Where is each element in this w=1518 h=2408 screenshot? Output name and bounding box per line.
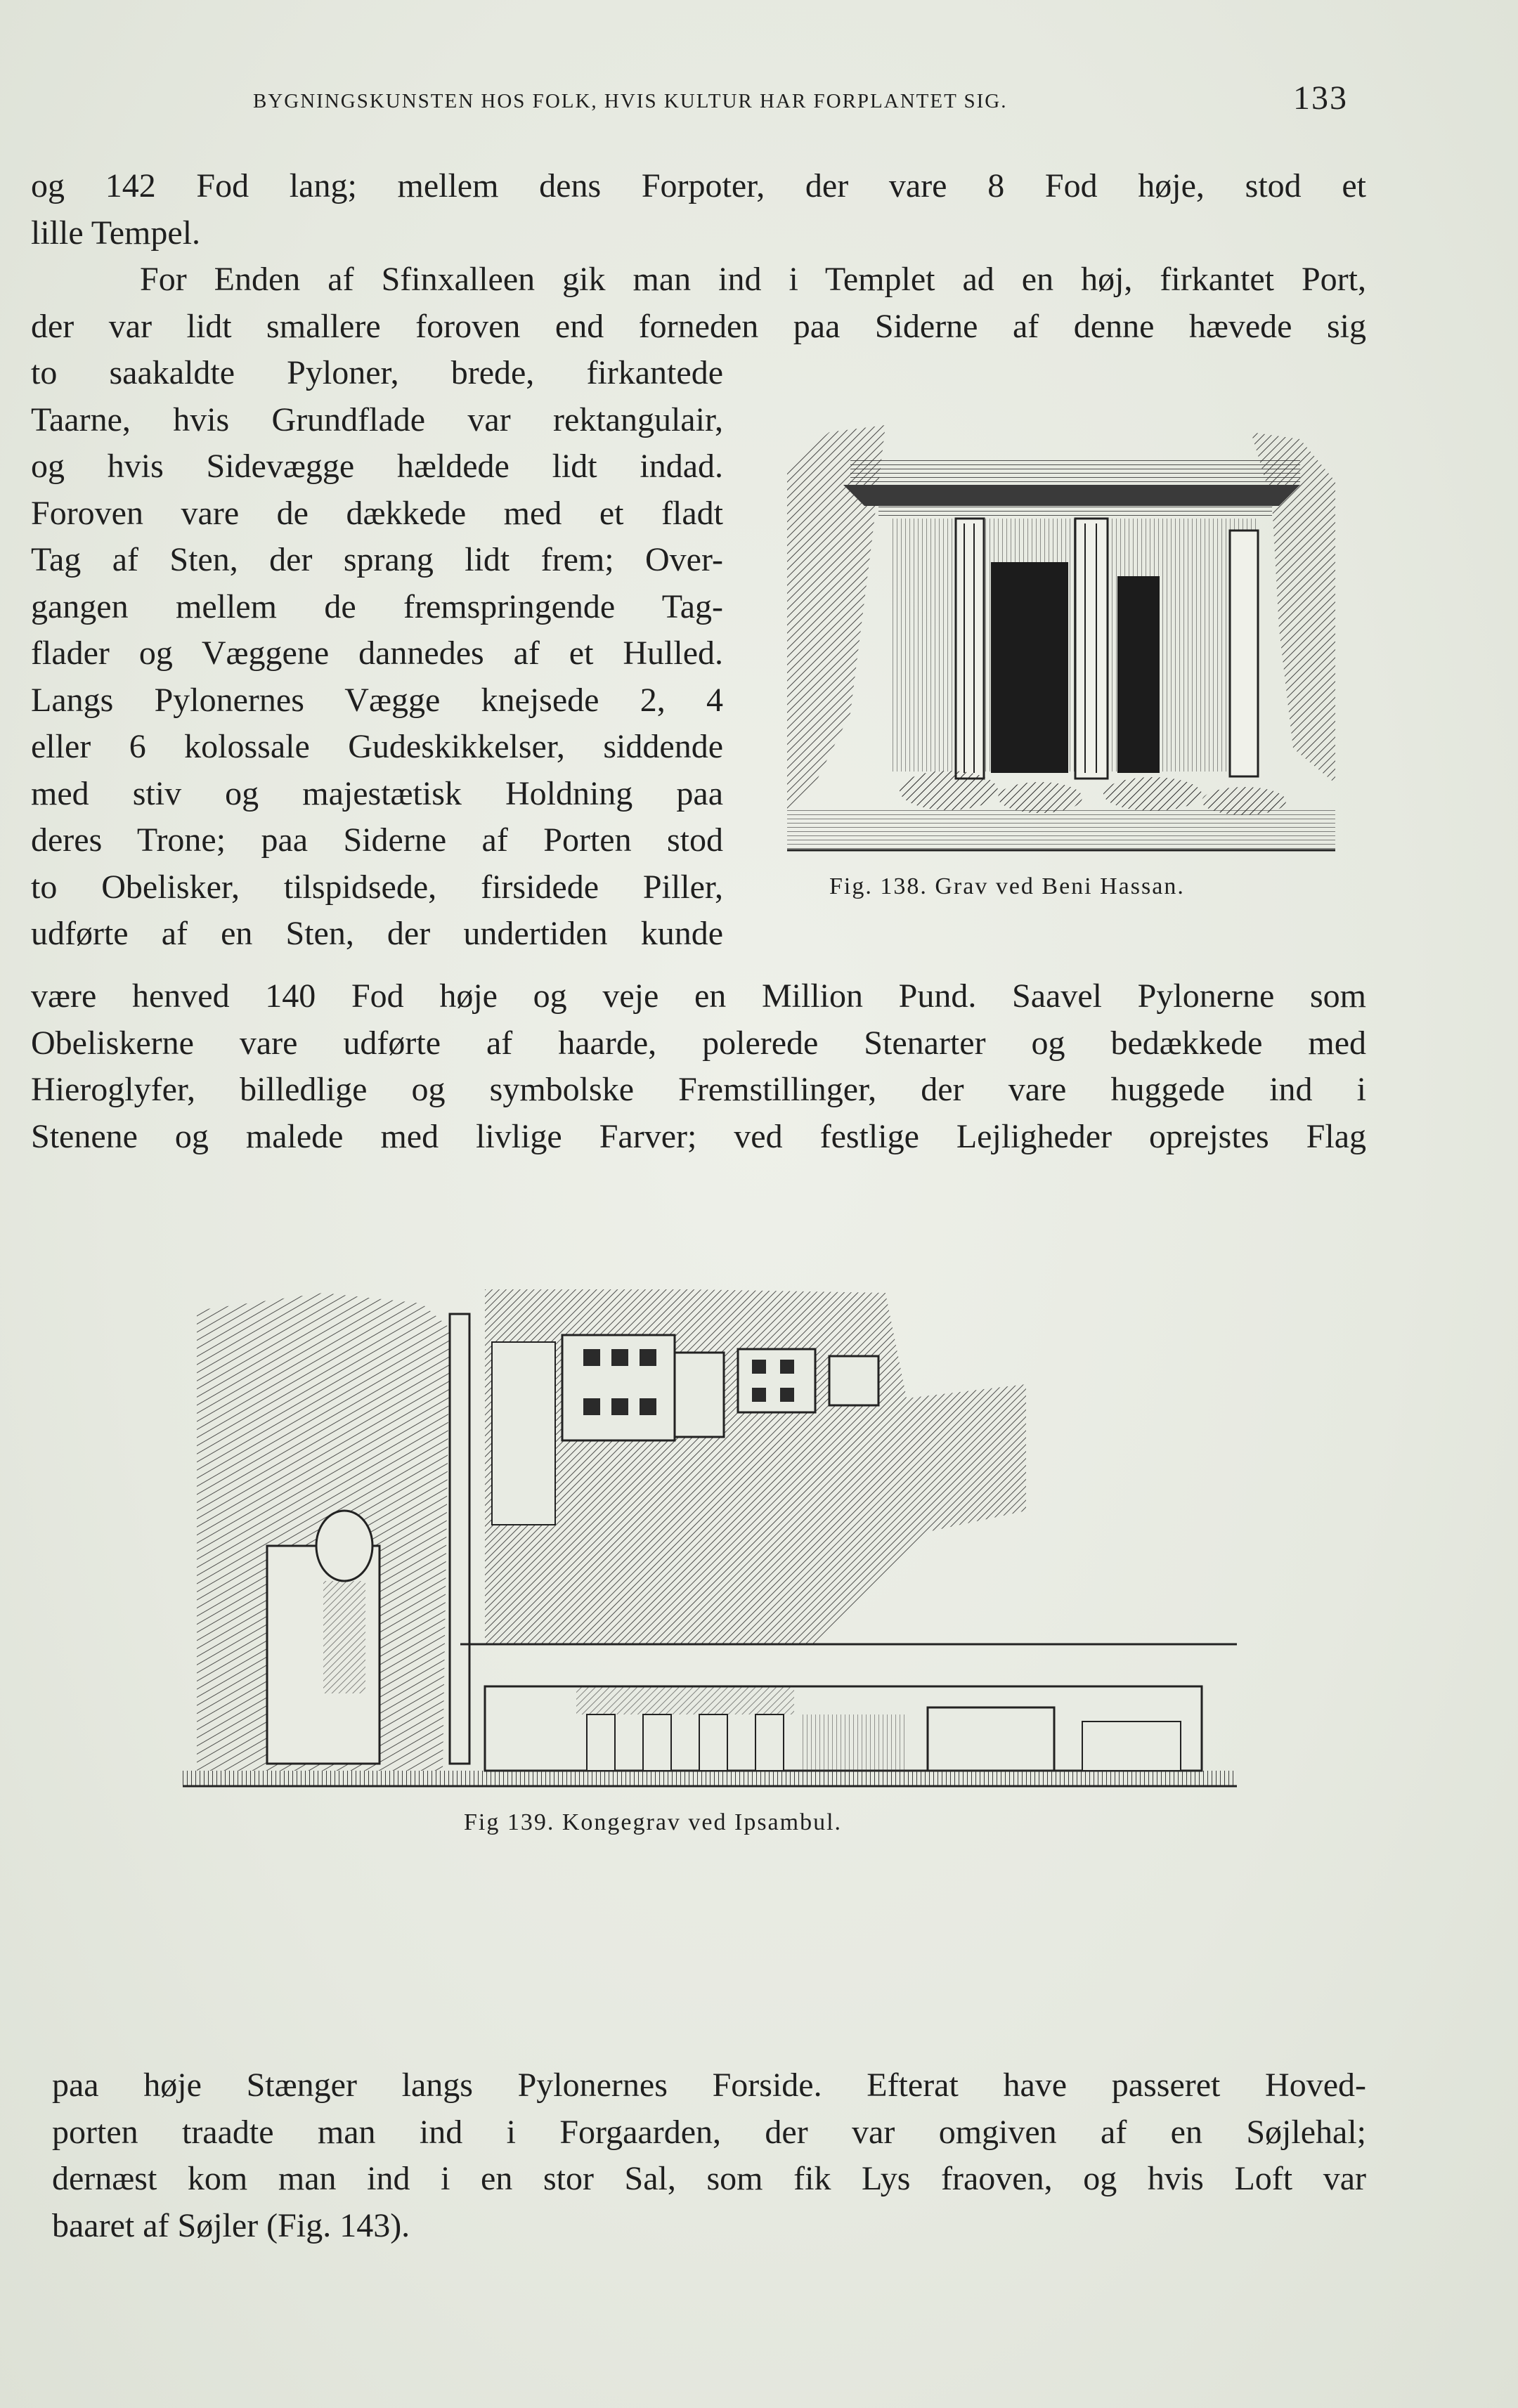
figure-139-caption: Fig 139. Kongegrav ved Ipsambul. bbox=[464, 1809, 843, 1835]
text-line: For Enden af Sfinxalleen gik man ind i Templet ad en høj, firkantet Port, bbox=[140, 261, 1366, 298]
figure-138 bbox=[759, 408, 1356, 899]
text-line: eller 6 kolossale Gudeskikkelser, siddende bbox=[31, 728, 723, 765]
figure-139 bbox=[183, 1251, 1237, 1939]
text-line: Obeliskerne vare udførte af haarde, polerede Stenarter og bedækkede med bbox=[31, 1024, 1366, 1062]
text-top bbox=[31, 163, 1366, 350]
text-line: flader og Væggene dannedes af et Hulled. bbox=[31, 634, 723, 672]
text-line: der var lidt smallere foroven end forneden paa Siderne af denne hævede sig bbox=[31, 307, 1366, 345]
running-head: BYGNINGSKUNSTEN HOS FOLK, HVIS KULTUR HAR FORPLANTET SIG. bbox=[253, 90, 1008, 112]
figure-138-caption: Fig. 138. Grav ved Beni Hassan. bbox=[829, 873, 1185, 899]
text-line: porten traadte man ind i Forgaarden, der var omgiven af en Søjlehal; bbox=[52, 2113, 1366, 2151]
text-line: lille Tempel. bbox=[31, 214, 201, 252]
royal-tomb-ipsambul-illustration bbox=[183, 1251, 1237, 1939]
text-line: udførte af en Sten, der undertiden kunde bbox=[31, 915, 723, 952]
text-line: Tag af Sten, der sprang lidt frem; Over- bbox=[31, 541, 723, 578]
text-line: Hieroglyfer, billedlige og symbolske Fremstillinger, der vare huggede ind i bbox=[31, 1071, 1366, 1108]
text-line: Taarne, hvis Grundflade var rektangulair, bbox=[31, 401, 723, 438]
text-line: deres Trone; paa Siderne af Porten stod bbox=[31, 821, 723, 859]
text-line: Foroven vare de dækkede med et fladt bbox=[31, 494, 723, 532]
text-line: baaret af Søjler (Fig. 143). bbox=[52, 2206, 410, 2244]
text-line: gangen mellem de fremspringende Tag- bbox=[31, 587, 723, 625]
page-header bbox=[0, 70, 1518, 119]
text-line: Langs Pylonernes Vægge knejsede 2, 4 bbox=[31, 681, 723, 719]
text-bottom bbox=[52, 2062, 1366, 2249]
text-line: paa høje Stænger langs Pylonernes Forside. Efterat have passeret Hoved- bbox=[52, 2067, 1366, 2104]
text-line: to Obelisker, tilspidsede, firsidede Piller, bbox=[31, 868, 723, 906]
text-line: med stiv og majestætisk Holdning paa bbox=[31, 774, 723, 812]
text-line: og hvis Sidevægge hældede lidt indad. bbox=[31, 448, 723, 485]
text-line: og 142 Fod lang; mellem dens Forpoter, der vare 8 Fod høje, stod et bbox=[31, 167, 1366, 204]
text-line: Stenene og malede med livlige Farver; ved festlige Lejligheder oprejstes Flag bbox=[31, 1117, 1366, 1155]
text-line: to saakaldte Pyloner, brede, firkantede bbox=[31, 354, 723, 391]
text-line: være henved 140 Fod høje og veje en Million Pund. Saavel Pylonerne som bbox=[31, 977, 1366, 1015]
page-number: 133 bbox=[1293, 79, 1348, 117]
text-line: dernæst kom man ind i en stor Sal, som fik Lys fraoven, og hvis Loft var bbox=[52, 2160, 1366, 2197]
text-middle bbox=[31, 973, 1366, 1160]
text-wrapped bbox=[31, 350, 723, 958]
tomb-beni-hassan-illustration bbox=[787, 418, 1335, 868]
